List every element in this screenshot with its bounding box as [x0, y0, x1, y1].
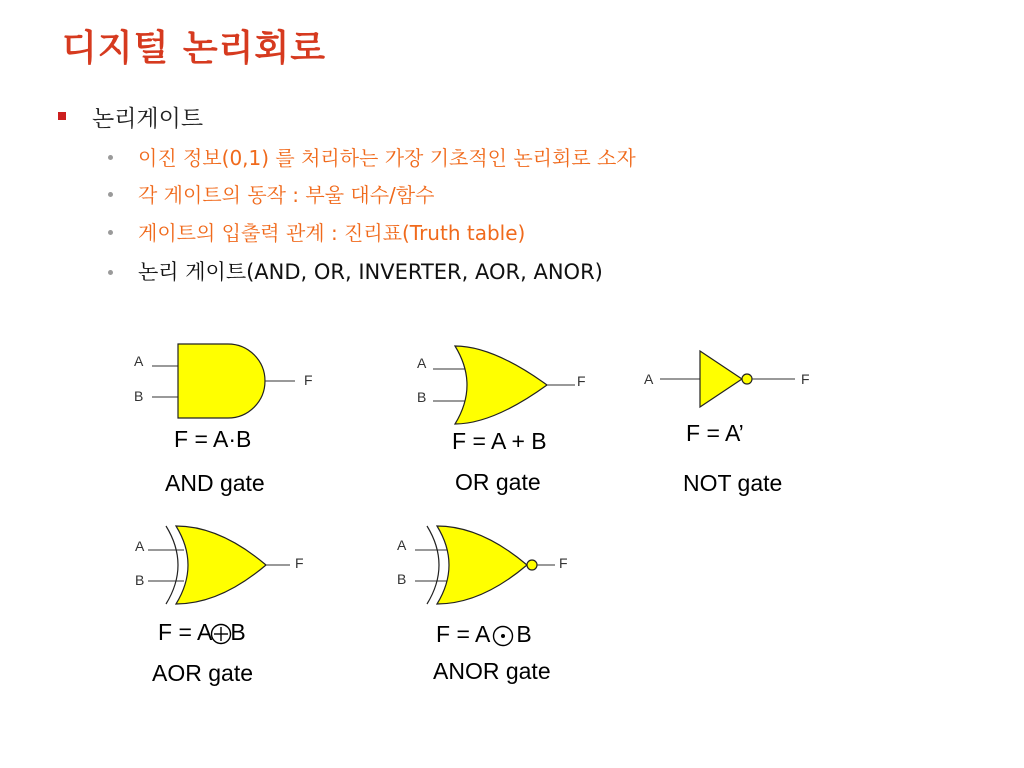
anor-inverter-bubble	[527, 560, 537, 570]
aor-input-b: B	[135, 572, 145, 588]
and-gate-symbol	[178, 344, 265, 418]
or-formula: F = A + B	[452, 428, 547, 454]
or-gate-diagram	[415, 340, 615, 425]
not-input-a: A	[644, 371, 654, 387]
sub-bullet-3: 게이트의 입출력 관계 : 진리표(Truth table)	[138, 221, 526, 245]
sub-bullet-1: 이진 정보(0,1) 를 처리하는 가장 기초적인 논리회로 소자	[138, 146, 636, 170]
or-gate-symbol	[455, 346, 547, 424]
bullet-dot-icon	[108, 270, 113, 275]
sub-bullet-2: 각 게이트의 동작 : 부울 대수/함수	[138, 183, 435, 207]
anor-gate-symbol	[437, 526, 527, 604]
aor-formula	[158, 619, 246, 646]
and-gate-diagram	[130, 340, 330, 420]
anor-output-f: F	[559, 555, 568, 571]
bullet-main: 논리게이트	[92, 106, 204, 132]
aor-output-f: F	[295, 555, 304, 571]
bullet-dot-icon	[108, 155, 113, 160]
not-gate-diagram	[640, 345, 830, 415]
aor-gate-symbol	[176, 526, 266, 604]
bullet-dot-icon	[108, 192, 113, 197]
and-input-b: B	[134, 388, 144, 404]
aor-gate-label: AOR gate	[152, 660, 253, 686]
anor-formula	[436, 621, 532, 648]
aor-gate-diagram	[130, 520, 330, 610]
anor-input-a: A	[397, 537, 407, 553]
slide-title: 디지털 논리회로	[62, 28, 326, 69]
aor-formula-right: B	[230, 619, 246, 645]
bullet-dot-icon	[108, 230, 113, 235]
sub-bullet-4: 논리 게이트(AND, OR, INVERTER, AOR, ANOR)	[138, 260, 603, 284]
anor-formula-left: F = A	[436, 621, 491, 647]
or-input-a: A	[417, 355, 427, 371]
and-gate-label: AND gate	[165, 470, 265, 496]
not-formula: F = A’	[686, 420, 744, 446]
and-formula: F = A·B	[174, 426, 252, 452]
circle-dot-icon	[492, 625, 514, 647]
anor-gate-label: ANOR gate	[433, 658, 551, 684]
or-output-f: F	[577, 373, 586, 389]
or-gate-label: OR gate	[455, 469, 541, 495]
and-output-f: F	[304, 372, 313, 388]
aor-input-a: A	[135, 538, 145, 554]
or-input-b: B	[417, 389, 427, 405]
not-output-f: F	[801, 371, 810, 387]
anor-formula-right: B	[516, 621, 532, 647]
anor-input-b: B	[397, 571, 407, 587]
not-gate-label: NOT gate	[683, 470, 783, 496]
bullet-square-icon	[58, 112, 66, 120]
aor-formula-left: F = A	[158, 619, 213, 645]
and-input-a: A	[134, 353, 144, 369]
not-inverter-bubble	[742, 374, 752, 384]
not-gate-symbol	[700, 351, 742, 407]
anor-gate-diagram	[395, 520, 585, 610]
